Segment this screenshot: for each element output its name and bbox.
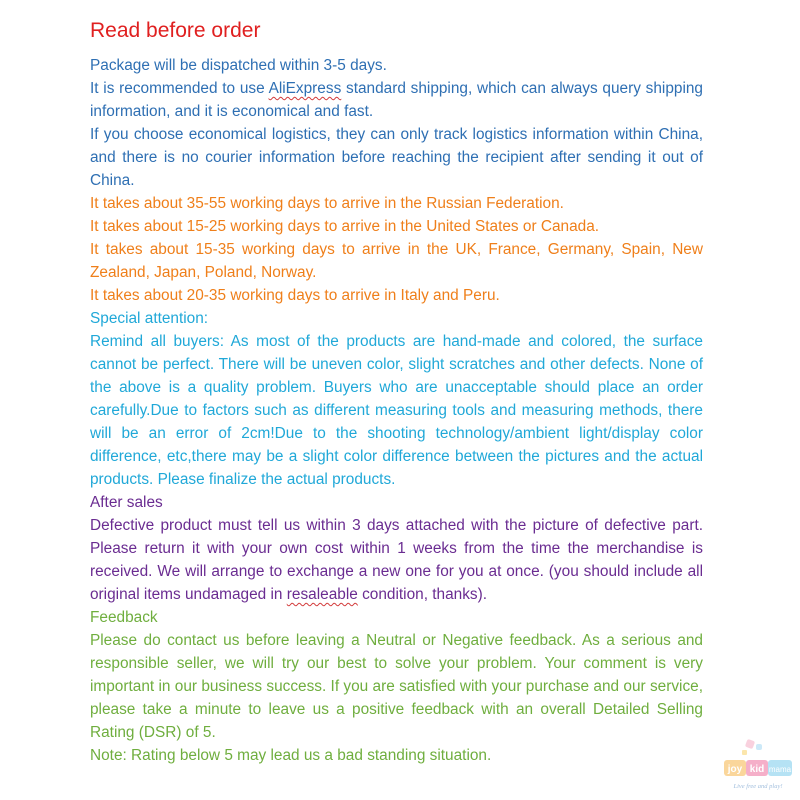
feedback-body: Please do contact us before leaving a Neutral or Negative feedback. As a serious and responsible seller, we will try our best to solve your problem. Your comment is very important in our business success. If you are satisfied with your purchase and our service, please take a minute to leave us a positive feedback with an overall Detailed Selling Rating (DSR) of 5. [90,632,703,741]
after-sales-body [90,514,703,606]
recommend-post: standard shipping, which can always query shipping information, and it is economical and fast. [90,80,703,120]
special-body: Remind all buyers: As most of the products are hand-made and colored, the surface cannot be perfect. There will be uneven color, slight scratches and other defects. None of the above is a quality problem. Buyers who are unacceptable should place an order carefully.Due to factors such as different measuring tools and measuring methods, there will be an error of 2cm!Due to the shooting technology/ambient light/display color difference, etc,there may be a slight color difference between the pictures and the actual products. Please finalize the actual products. [90,333,703,488]
economical-text: If you choose economical logistics, they can only track logistics information within China, and there is no courier information before reaching the recipient after sending it out of China. [90,126,703,189]
delivery-russia: It takes about 35-55 working days to arrive in the Russian Federation. [90,195,564,212]
brand-name: AliExpress [268,80,342,97]
feedback-note: Note: Rating below 5 may lead us a bad standing situation. [90,747,492,764]
feedback-heading: Feedback [90,609,158,626]
logo-tagline: Live free and play! [733,783,783,790]
delivery-us-canada: It takes about 15-25 working days to arrive in the United States or Canada. [90,218,600,235]
joykidmama-logo-icon [720,738,796,794]
page-title: Read before order [90,19,261,42]
after-sales-heading: After sales [90,494,163,511]
delivery-europe: It takes about 15-35 working days to arrive in the UK, France, Germany, Spain, New Zealand, Japan, Poland, Norway. [90,241,703,281]
delivery-italy-peru: It takes about 20-35 working days to arrive in Italy and Peru. [90,287,500,304]
shipping-notice [90,16,703,767]
dispatch-text: Package will be dispatched within 3-5 days. [90,57,387,74]
recommend-text [90,77,703,123]
after-sales-pre: Defective product must tell us within 3 days attached with the picture of defective part. Please return it with your own cost within 1 weeks from the time the merchandise is received. We will arrange to exchange a new one for you at once. (you should include all original items undamaged in [90,517,703,603]
watermark-logo [720,738,796,794]
logo-joy: joy [727,764,743,775]
logo-mama: mama [768,765,792,774]
special-heading: Special attention: [90,310,209,327]
after-sales-post: condition, thanks). [357,586,487,603]
logo-kid: kid [749,764,765,775]
resaleable-word: resaleable [286,586,358,603]
recommend-pre: It is recommended to use [90,80,269,97]
